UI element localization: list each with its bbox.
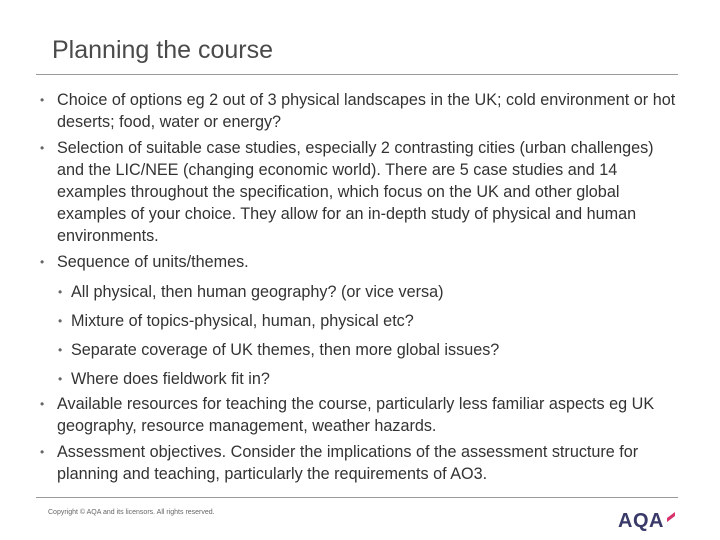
footer-divider bbox=[36, 497, 678, 498]
sub-bullet-item: • Mixture of topics-physical, human, physical etc? bbox=[36, 310, 681, 332]
title-divider bbox=[36, 74, 678, 75]
sub-bullet-item: • All physical, then human geography? (or vice versa) bbox=[36, 281, 681, 303]
bullet-item: • Sequence of units/themes. bbox=[36, 251, 681, 273]
bullet-item: • Choice of options eg 2 out of 3 physical landscapes in the UK; cold environment or hot deserts; food, water or energy? bbox=[36, 89, 681, 133]
aqa-logo bbox=[618, 510, 678, 532]
slide-body bbox=[36, 89, 681, 489]
bullet-item: • Selection of suitable case studies, especially 2 contrasting cities (urban challenges) and the LIC/NEE (changing economic world). There are 5 case studies and 14 examples throughout the specification, which focus on the UK and other global examples of your choice. They allow for an in-depth study of physical and human environments. bbox=[36, 137, 681, 247]
bullet-item: • Available resources for teaching the course, particularly less familiar aspects eg UK geography, resource management, weather hazards. bbox=[36, 393, 681, 437]
bullet-item: • Assessment objectives. Consider the implications of the assessment structure for planning and teaching, particularly the requirements of AO3. bbox=[36, 441, 681, 485]
slide-title: Planning the course bbox=[52, 36, 273, 64]
copyright-notice: Copyright © AQA and its licensors. All rights reserved. bbox=[48, 509, 215, 516]
logo-text: AQA bbox=[618, 510, 664, 532]
sub-bullet-item: • Where does fieldwork fit in? bbox=[36, 368, 681, 390]
sub-bullet-item: • Separate coverage of UK themes, then more global issues? bbox=[36, 339, 681, 361]
logo-mark-icon bbox=[667, 512, 675, 524]
